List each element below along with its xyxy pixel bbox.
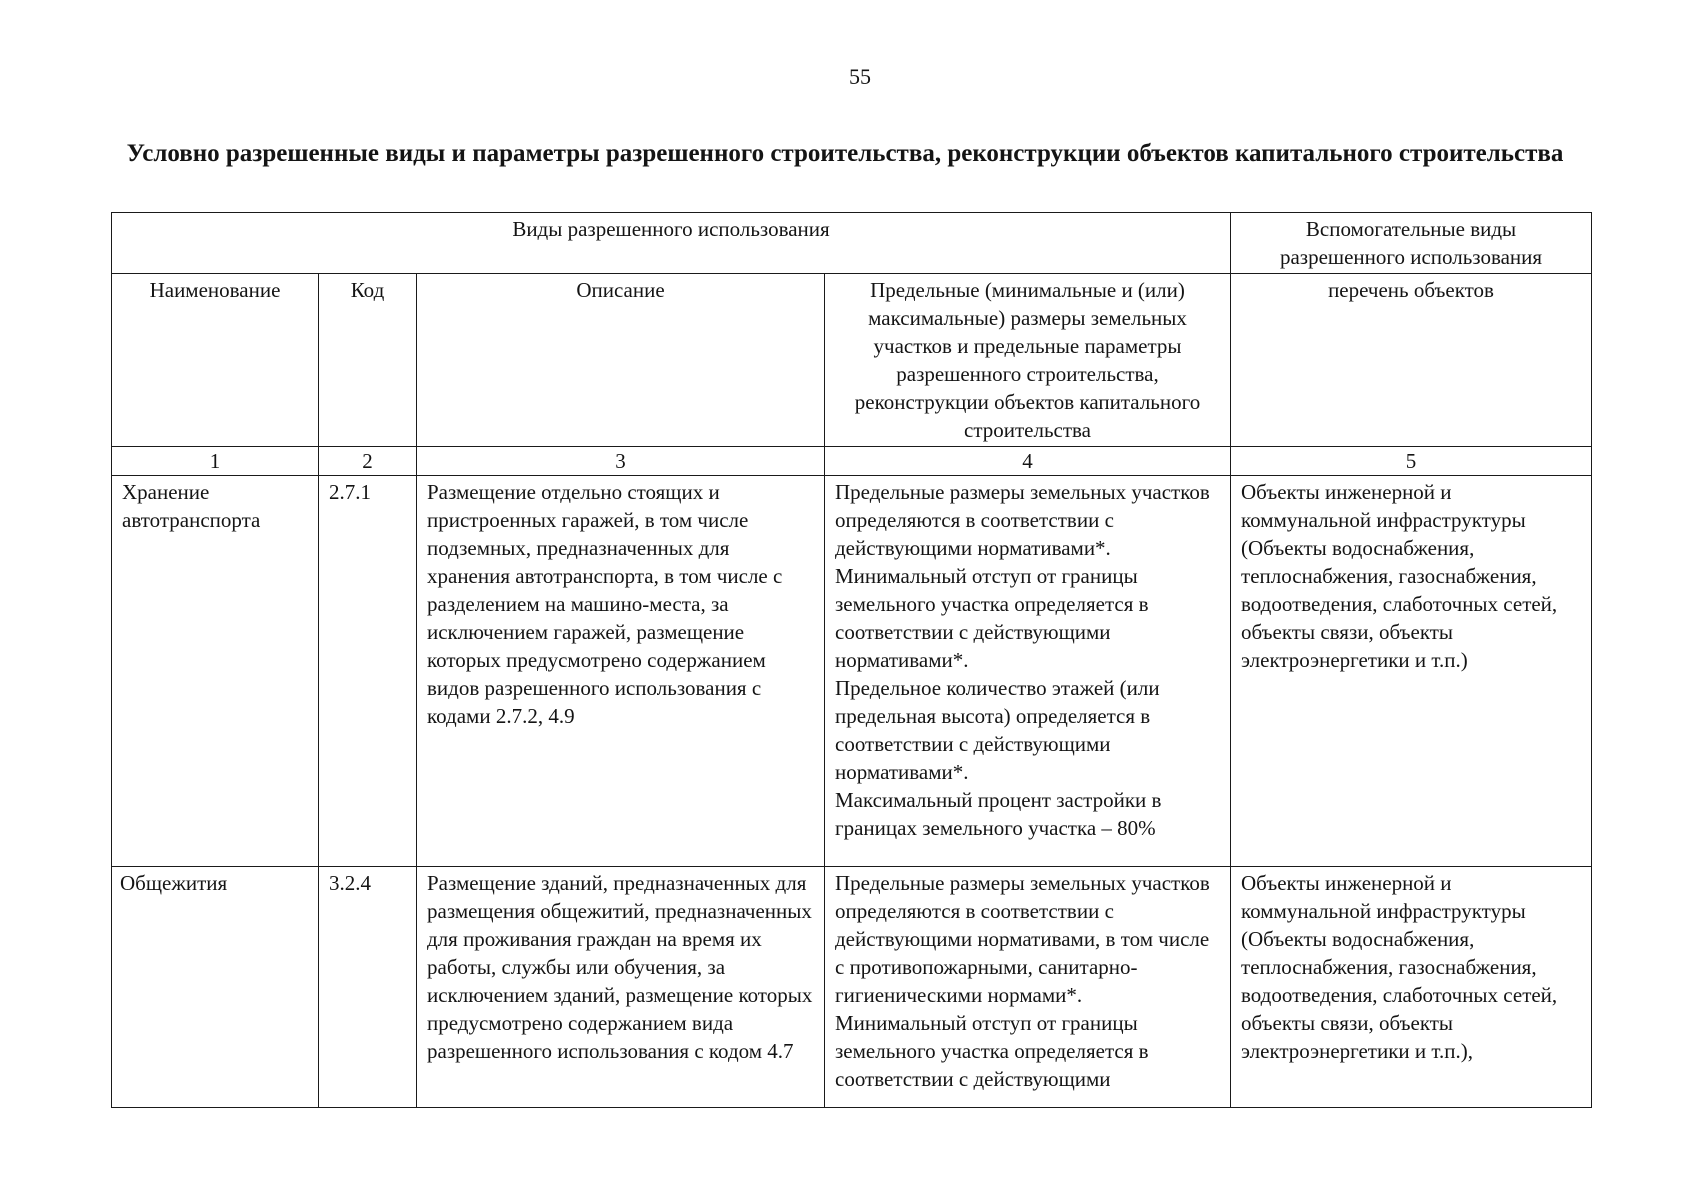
column-header-row: [112, 274, 1592, 447]
row-description: Размещение зданий, предназначенных для размещения общежитий, предназначенных для проживания граждан на время их работы, службы или обучения, за исключением зданий, размещение которых предусмотрено содержанием вида разрешенного использования с кодом 4.7: [417, 867, 825, 1108]
column-number-row: [112, 447, 1592, 476]
header-group-aux: Вспомогательные виды разрешенного использования: [1231, 213, 1592, 274]
regulations-table: [111, 212, 1592, 1108]
row-params: Предельные размеры земельных участков определяются в соответствии с действующими нормативами, в том числе с противопожарными, санитарно-гигиеническими нормами*. Минимальный отступ от границы земельного участка определяется в соответствии с действующими: [825, 867, 1231, 1108]
row-params: Предельные размеры земельных участков определяются в соответствии с действующими нормативами*. Минимальный отступ от границы земельного участка определяется в соответствии с действующими нормативами*. Предельное количество этажей (или предельная высота) определяется в соответствии с действующими нормативами*. Максимальный процент застройки в границах земельного участка – 80%: [825, 476, 1231, 867]
table-row: [112, 867, 1592, 1108]
column-number: 3: [417, 447, 825, 476]
document-title: Условно разрешенные виды и параметры разрешенного строительства, реконструкции объектов капитального строительства: [126, 140, 1564, 167]
header-code: Код: [319, 274, 417, 447]
row-objects: Объекты инженерной и коммунальной инфраструктуры (Объекты водоснабжения, теплоснабжения, газоснабжения, водоотведения, слаботочных сетей, объекты связи, объекты электроэнергетики и т.п.),: [1231, 867, 1592, 1108]
table-row: [112, 476, 1592, 867]
header-name: Наименование: [112, 274, 319, 447]
column-number: 4: [825, 447, 1231, 476]
row-name: Хранение автотранспорта: [112, 476, 319, 867]
column-number: 1: [112, 447, 319, 476]
row-name: Общежития: [112, 867, 319, 1108]
header-params: Предельные (минимальные и (или) максимальные) размеры земельных участков и предельные параметры разрешенного строительства, реконструкции объектов капитального строительства: [825, 274, 1231, 447]
header-group-main: Виды разрешенного использования: [112, 213, 1231, 274]
row-code: 3.2.4: [319, 867, 417, 1108]
column-number: 5: [1231, 447, 1592, 476]
row-code: 2.7.1: [319, 476, 417, 867]
header-description: Описание: [417, 274, 825, 447]
page-number: 55: [849, 64, 871, 89]
header-objects: перечень объектов: [1231, 274, 1592, 447]
group-header-row: [112, 213, 1592, 274]
row-objects: Объекты инженерной и коммунальной инфраструктуры (Объекты водоснабжения, теплоснабжения, газоснабжения, водоотведения, слаботочных сетей, объекты связи, объекты электроэнергетики и т.п.): [1231, 476, 1592, 867]
column-number: 2: [319, 447, 417, 476]
row-description: Размещение отдельно стоящих и пристроенных гаражей, в том числе подземных, предназначенных для хранения автотранспорта, в том числе с разделением на машино-места, за исключением гаражей, размещение которых предусмотрено содержанием видов разрешенного использования с кодами 2.7.2, 4.9: [417, 476, 825, 867]
